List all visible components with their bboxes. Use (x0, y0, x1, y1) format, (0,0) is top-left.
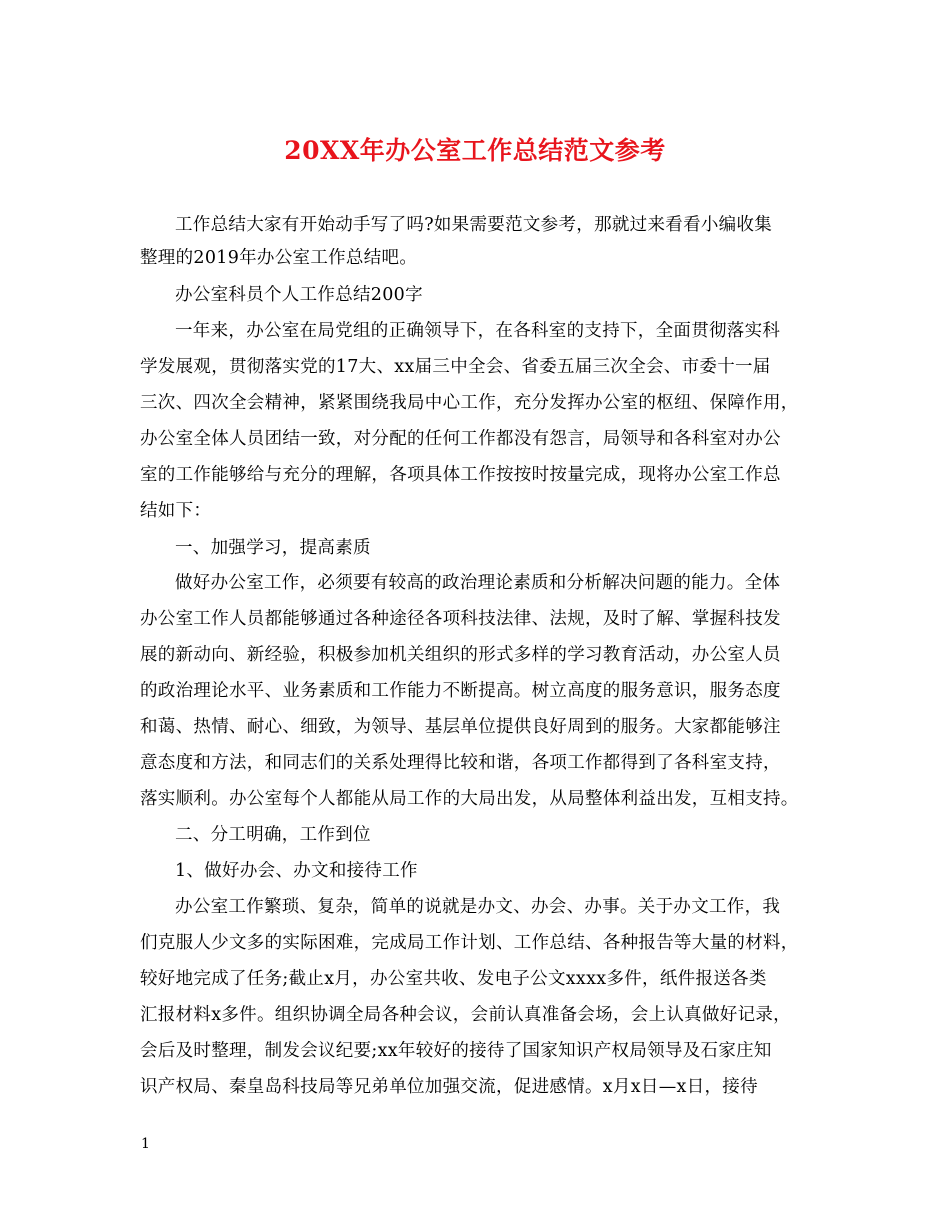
paragraph-line: 三次、四次全会精神，紧紧围绕我局中心工作，充分发挥办公室的枢纽、保障作用， (140, 393, 799, 413)
paragraph-line: 意态度和方法，和同志们的关系处理得比较和谐，各项工作都得到了各科室支持， (140, 753, 781, 773)
page-number: 1 (141, 1136, 150, 1152)
paragraph-line: 们克服人少文多的实际困难，完成局工作计划、工作总结、各种报告等大量的材料， (140, 933, 799, 953)
paragraph-line: 展的新动向、新经验，积极参加机关组织的形式多样的学习教育活动，办公室人员 (140, 645, 781, 665)
section-heading: 一、加强学习，提高素质 (175, 538, 371, 558)
paragraph-line: 室的工作能够给与充分的理解，各项具体工作按按时按量完成，现将办公室工作总 (140, 465, 781, 485)
paragraph-line: 较好地完成了任务;截止x月，办公室共收、发电子公文xxxx多件，纸件报送各类 (140, 969, 767, 989)
paragraph-line: 办公室工作人员都能够通过各种途径各项科技法律、法规，及时了解、掌握科技发 (140, 609, 781, 629)
paragraph-line: 会后及时整理，制发会议纪要;xx年较好的接待了国家知识产权局领导及石家庄知 (140, 1041, 772, 1061)
paragraph-line: 学发展观，贯彻落实党的17大、xx届三中全会、省委五届三次全会、市委十一届 (140, 357, 771, 377)
paragraph-line: 一年来，办公室在局党组的正确领导下，在各科室的支持下，全面贯彻落实科 (175, 321, 781, 341)
paragraph-line: 整理的2019年办公室工作总结吧。 (140, 248, 418, 268)
paragraph-line: 结如下： (140, 501, 212, 521)
section-heading: 二、分工明确，工作到位 (175, 825, 371, 845)
document-title: 20XX年办公室工作总结范文参考 (284, 136, 666, 165)
paragraph-line: 汇报材料x多件。组织协调全局各种会议，会前认真准备会场，会上认真做好记录， (140, 1005, 791, 1025)
paragraph-line: 工作总结大家有开始动手写了吗?如果需要范文参考，那就过来看看小编收集 (175, 215, 773, 235)
paragraph-line: 的政治理论水平、业务素质和工作能力不断提高。树立高度的服务意识，服务态度 (140, 681, 781, 701)
section-heading: 办公室科员个人工作总结200字 (175, 285, 423, 305)
paragraph-line: 办公室全体人员团结一致，对分配的任何工作都没有怨言，局领导和各科室对办公 (140, 429, 781, 449)
paragraph-line: 落实顺利。办公室每个人都能从局工作的大局出发，从局整体利益出发，互相支持。 (140, 789, 799, 809)
subsection-heading: 1、做好办会、办文和接待工作 (175, 861, 418, 881)
paragraph-line: 办公室工作繁琐、复杂，简单的说就是办文、办会、办事。关于办文工作，我 (175, 897, 781, 917)
paragraph-line: 做好办公室工作，必须要有较高的政治理论素质和分析解决问题的能力。全体 (175, 573, 781, 593)
paragraph-line: 和蔼、热情、耐心、细致，为领导、基层单位提供良好周到的服务。大家都能够注 (140, 717, 781, 737)
paragraph-line: 识产权局、秦皇岛科技局等兄弟单位加强交流，促进感情。x月x日—x日，接待 (140, 1077, 758, 1097)
